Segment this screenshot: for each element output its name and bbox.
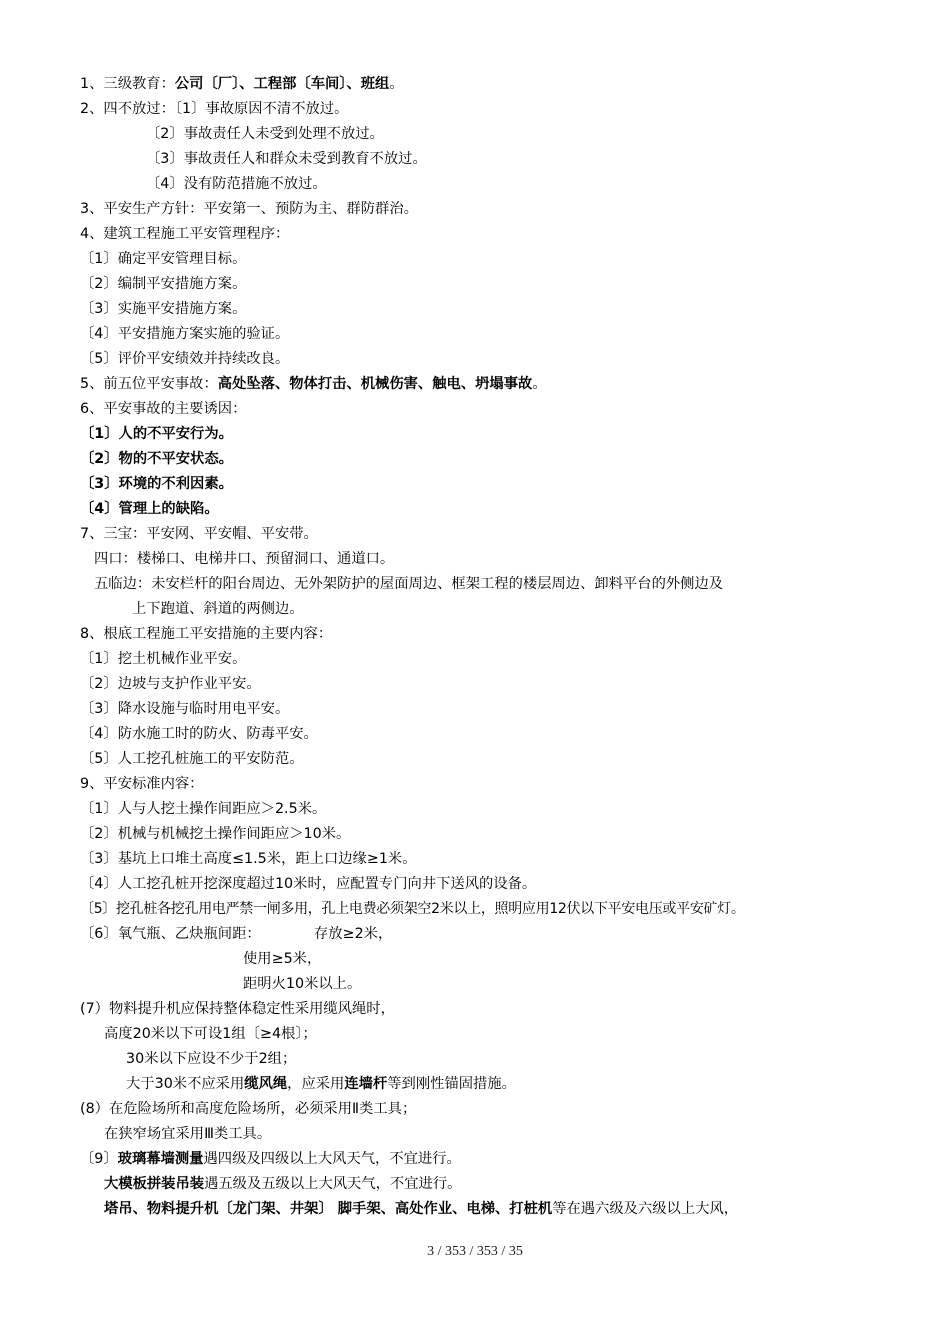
item-2-sub: 〔3〕事故责任人和群众未受到教育不放过。 — [146, 151, 427, 167]
item-6-sub: 〔1〕人的不平安行为。 — [80, 426, 233, 442]
bold-term: 塔吊、物料提升机〔龙门架、井架〕 脚手架、高处作业、电梯、打桩机 — [104, 1201, 553, 1217]
item-5 — [80, 372, 547, 397]
text-run: 等在遇六级及六级以上大风， — [552, 1201, 739, 1217]
item-5-suffix: 。 — [532, 376, 547, 392]
item-9-7-c — [126, 1072, 516, 1097]
item-1-label: 1、三级教育： — [80, 76, 175, 92]
item-5-label: 5、前五位平安事故： — [80, 376, 218, 392]
item-6-sub: 〔3〕环境的不利因素。 — [80, 476, 233, 492]
item-9-6-b: 使用≥5米， — [243, 951, 322, 967]
item-8-sub: 〔4〕防水施工时的防火、防毒平安。 — [80, 726, 318, 742]
item-9-8-head: (8）在危险场所和高度危险场所，必须采用Ⅱ类工具； — [80, 1101, 417, 1117]
item-9-7-head: (7）物料提升机应保持整体稳定性采用缆风绳时， — [80, 1001, 395, 1017]
item-5-bold: 高处坠落、物体打击、机械伤害、触电、坍塌事故 — [217, 376, 533, 392]
item-4-head: 4、建筑工程施工平安管理程序： — [80, 226, 290, 242]
item-9-sub: 〔5〕挖孔桩各挖孔用电严禁一闸多用，孔上电费必须架空2米以上，照明应用12伏以下平安电压或平安矿灯。 — [80, 901, 745, 917]
text-run: 等到刚性锚固措施。 — [387, 1076, 516, 1092]
item-9-sub: 〔1〕人与人挖土操作间距应＞2.5米。 — [80, 801, 327, 817]
item-4-sub: 〔1〕确定平安管理目标。 — [80, 251, 247, 267]
item-4-sub: 〔4〕平安措施方案实施的验证。 — [80, 326, 290, 342]
bold-term: 大模板拼装吊装 — [104, 1176, 205, 1192]
item-9-head: 9、平安标准内容： — [80, 776, 204, 792]
item-1-bold: 公司〔厂〕、工程部〔车间〕、班组 — [174, 76, 390, 92]
bold-term: 缆风绳 — [244, 1076, 288, 1092]
item-7-four: 四口：楼梯口、电梯井口、预留洞口、通道口。 — [94, 551, 395, 567]
bold-term: 玻璃幕墙测量 — [117, 1151, 204, 1167]
item-1-suffix: 。 — [389, 76, 404, 92]
item-9-7-b: 30米以下应设不少于2组； — [126, 1051, 297, 1067]
item-2-sub: 〔4〕没有防范措施不放过。 — [146, 176, 327, 192]
item-9-sub: 〔3〕基坑上口堆土高度≤1.5米，距上口边缘≥1米。 — [80, 851, 417, 867]
text-run: 遇五级及五级以上大风天气，不宜进行。 — [204, 1176, 462, 1192]
item-9-8-a: 在狭窄场宜采用Ⅲ类工具。 — [104, 1126, 272, 1142]
item-2-sub: 〔2〕事故责任人未受到处理不放过。 — [146, 126, 384, 142]
item-9-7-a: 高度20米以下可设1组〔≥4根〕； — [104, 1026, 317, 1042]
item-3: 3、平安生产方针：平安第一、预防为主、群防群治。 — [80, 201, 418, 217]
item-4-sub: 〔3〕实施平安措施方案。 — [80, 301, 247, 317]
item-6-sub: 〔2〕物的不平安状态。 — [80, 451, 233, 467]
item-7-five-cont: 上下跑道、斜道的两侧边。 — [132, 601, 304, 617]
item-9-9-b — [104, 1172, 461, 1197]
item-9-6-a: 存放≥2米， — [314, 926, 393, 942]
item-9-9-c — [104, 1197, 738, 1222]
item-8-sub: 〔5〕人工挖孔桩施工的平安防范。 — [80, 751, 304, 767]
text-run: ，应采用 — [287, 1076, 345, 1092]
item-7-five: 五临边：未安栏杆的阳台周边、无外架防护的屋面周边、框架工程的楼层周边、卸料平台的外侧边及 — [94, 576, 724, 592]
item-7-head: 7、三宝：平安网、平安帽、平安带。 — [80, 526, 318, 542]
bold-term: 连墙杆 — [344, 1076, 388, 1092]
item-6-head: 6、平安事故的主要诱因： — [80, 401, 247, 417]
item-2-head: 2、四不放过：〔1〕事故原因不清不放过。 — [80, 101, 349, 117]
text-run: 遇四级及四级以上大风天气，不宜进行。 — [203, 1151, 461, 1167]
item-4-sub: 〔2〕编制平安措施方案。 — [80, 276, 247, 292]
item-9-sub: 〔2〕机械与机械挖土操作间距应＞10米。 — [80, 826, 351, 842]
item-8-head: 8、根底工程施工平安措施的主要内容： — [80, 626, 333, 642]
item-9-6-head: 〔6〕氧气瓶、乙炔瓶间距： — [80, 926, 261, 942]
item-8-sub: 〔3〕降水设施与临时用电平安。 — [80, 701, 290, 717]
item-6-sub: 〔4〕管理上的缺陷。 — [80, 501, 219, 517]
item-4-sub: 〔5〕评价平安绩效并持续改良。 — [80, 351, 290, 367]
item-8-sub: 〔1〕挖土机械作业平安。 — [80, 651, 247, 667]
page-number: 3 / 353 / 353 / 35 — [427, 1244, 523, 1259]
text-run: 大于30米不应采用 — [126, 1076, 245, 1092]
item-number: 〔9〕 — [80, 1151, 118, 1167]
item-8-sub: 〔2〕边坡与支护作业平安。 — [80, 676, 261, 692]
item-1 — [80, 72, 404, 97]
item-9-9-a — [80, 1147, 461, 1172]
item-9-6-c: 距明火10米以上。 — [243, 976, 362, 992]
item-9-sub: 〔4〕人工挖孔桩开挖深度超过10米时，应配置专门向井下送风的设备。 — [80, 876, 537, 892]
